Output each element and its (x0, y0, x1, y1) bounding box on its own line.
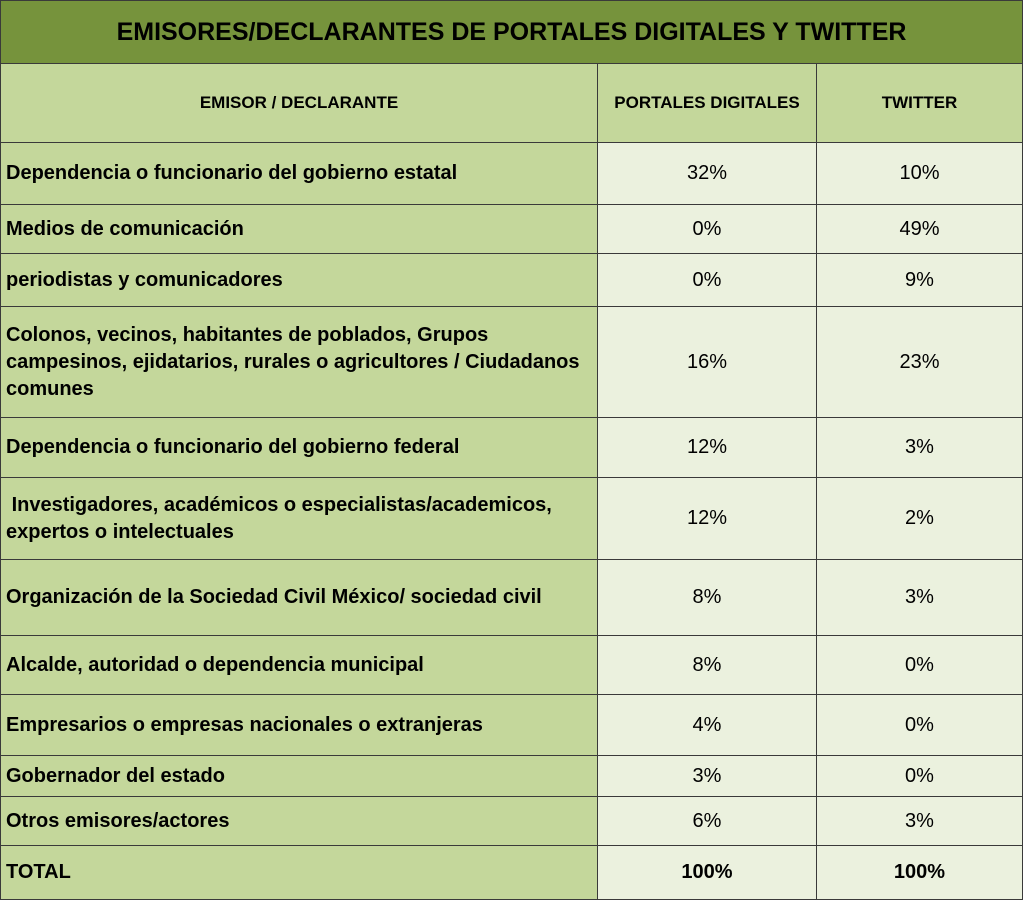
row-label: Colonos, vecinos, habitantes de poblados, Grupos campesinos, ejidatarios, rurales o agricultores / Ciudadanos comunes (1, 307, 598, 418)
header-twitter: TWITTER (817, 64, 1023, 143)
row-twitter: 3% (817, 560, 1023, 636)
table-row (1, 560, 1023, 636)
row-label: Empresarios o empresas nacionales o extranjeras (1, 695, 598, 756)
table-title: EMISORES/DECLARANTES DE PORTALES DIGITALES Y TWITTER (1, 1, 1023, 64)
row-portales: 3% (598, 756, 817, 797)
table-row (1, 756, 1023, 797)
row-twitter: 10% (817, 143, 1023, 205)
table-row (1, 478, 1023, 560)
table-row (1, 695, 1023, 756)
row-portales: 6% (598, 797, 817, 846)
row-twitter: 3% (817, 797, 1023, 846)
row-label: Dependencia o funcionario del gobierno federal (1, 418, 598, 478)
header-emisor: EMISOR / DECLARANTE (1, 64, 598, 143)
table-row (1, 143, 1023, 205)
table-row (1, 307, 1023, 418)
row-portales: 32% (598, 143, 817, 205)
row-twitter: 3% (817, 418, 1023, 478)
row-label: Otros emisores/actores (1, 797, 598, 846)
table-row (1, 636, 1023, 695)
row-label: periodistas y comunicadores (1, 254, 598, 307)
row-twitter: 49% (817, 205, 1023, 254)
total-label: TOTAL (1, 846, 598, 900)
row-twitter: 9% (817, 254, 1023, 307)
row-label: Alcalde, autoridad o dependencia municipal (1, 636, 598, 695)
row-label: Dependencia o funcionario del gobierno estatal (1, 143, 598, 205)
row-portales: 8% (598, 560, 817, 636)
table-row (1, 797, 1023, 846)
row-label: Medios de comunicación (1, 205, 598, 254)
row-twitter: 0% (817, 695, 1023, 756)
row-twitter: 23% (817, 307, 1023, 418)
table-row (1, 205, 1023, 254)
row-portales: 8% (598, 636, 817, 695)
row-portales: 0% (598, 205, 817, 254)
row-twitter: 2% (817, 478, 1023, 560)
row-portales: 0% (598, 254, 817, 307)
total-portales: 100% (598, 846, 817, 900)
total-twitter: 100% (817, 846, 1023, 900)
title-row (1, 1, 1023, 64)
total-row (1, 846, 1023, 900)
table-row (1, 418, 1023, 478)
row-portales: 12% (598, 418, 817, 478)
row-portales: 16% (598, 307, 817, 418)
row-label: Investigadores, académicos o especialistas/academicos, expertos o intelectuales (1, 478, 598, 560)
row-twitter: 0% (817, 756, 1023, 797)
header-portales: PORTALES DIGITALES (598, 64, 817, 143)
row-label: Organización de la Sociedad Civil México/ sociedad civil (1, 560, 598, 636)
row-twitter: 0% (817, 636, 1023, 695)
row-label: Gobernador del estado (1, 756, 598, 797)
row-portales: 4% (598, 695, 817, 756)
header-row (1, 64, 1023, 143)
row-portales: 12% (598, 478, 817, 560)
table-row (1, 254, 1023, 307)
